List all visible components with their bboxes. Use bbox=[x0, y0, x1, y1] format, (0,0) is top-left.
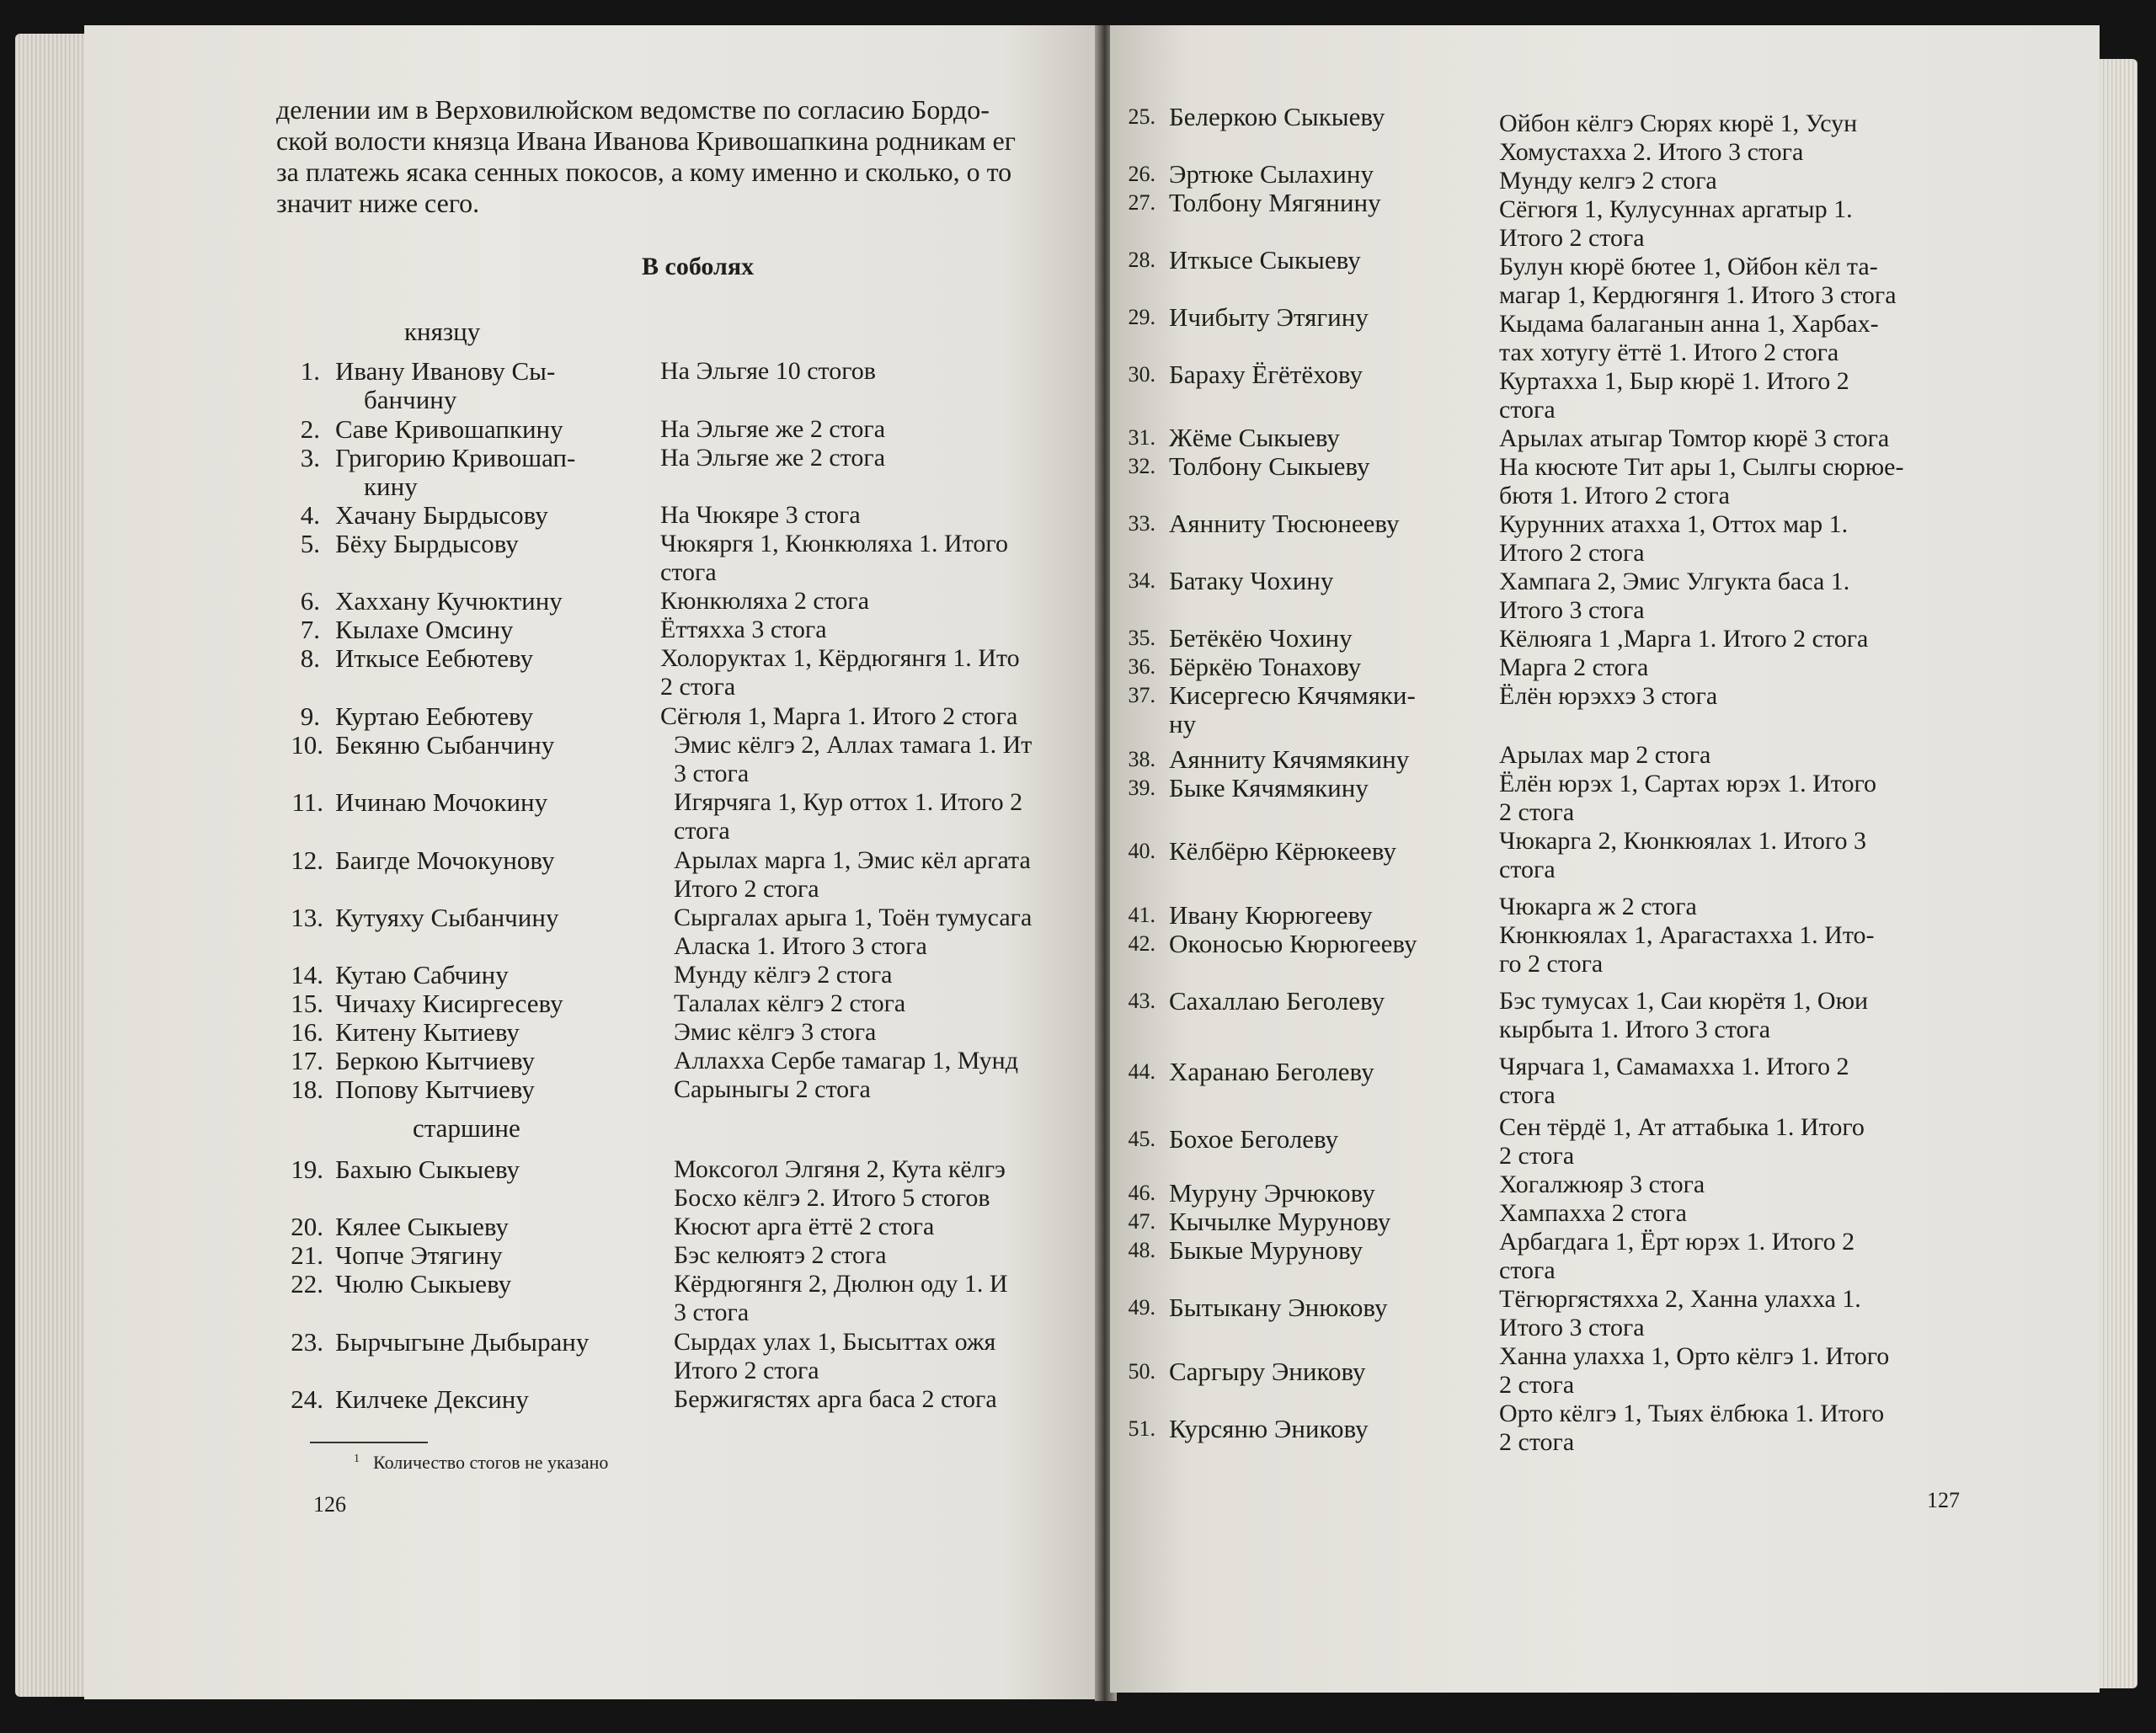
place-line: стога bbox=[1499, 1081, 1556, 1109]
section-heading: В соболях bbox=[642, 253, 755, 280]
person-name: Бохое Беголеву bbox=[1169, 1124, 1339, 1154]
person-name: Хачану Бырдысову bbox=[335, 500, 548, 530]
person-name: Попову Кытчиеву bbox=[335, 1074, 535, 1104]
entry-number: 2. bbox=[300, 414, 320, 444]
place-line: Кыдама балаганын анна 1, Харбах- bbox=[1499, 310, 1879, 338]
place-text: Чюкяргя 1, Кюнкюляха 1. Итого bbox=[660, 530, 1008, 557]
place-text-cont: Итого 2 стога bbox=[674, 875, 819, 903]
place-text: Бэс келюятэ 2 стога bbox=[674, 1241, 887, 1269]
entry-number: 45. bbox=[1128, 1127, 1155, 1151]
person-name: Муруну Эрчюкову bbox=[1169, 1178, 1375, 1208]
place-text: На Эльгяе же 2 стога bbox=[660, 444, 886, 472]
person-name: Чичаху Кисиргесеву bbox=[335, 989, 563, 1018]
person-name: Кисергесю Кячямяки- bbox=[1169, 680, 1416, 710]
place-line: 2 стога bbox=[1499, 1142, 1575, 1170]
place-text: Сёгюля 1, Марга 1. Итого 2 стога bbox=[660, 702, 1018, 730]
place-line: Тёгюргястяхха 2, Ханна улахха 1. bbox=[1499, 1285, 1861, 1313]
place-text: Игярчяга 1, Кур оттох 1. Итого 2 bbox=[674, 788, 1023, 816]
place-line: Хампага 2, Эмис Улгукта баса 1. bbox=[1499, 568, 1850, 595]
place-line: Кюнкюялах 1, Арагастахха 1. Ито- bbox=[1499, 921, 1875, 949]
person-name: Бетёкёю Чохину bbox=[1169, 623, 1353, 653]
place-text: На Чюкяре 3 стога bbox=[660, 501, 861, 529]
place-line: стога bbox=[1499, 1256, 1556, 1284]
place-line: Сёгюгя 1, Кулусуннах аргатыр 1. bbox=[1499, 195, 1853, 223]
person-name: Кёлбёрю Кёрюкееву bbox=[1169, 836, 1396, 866]
person-name: Бырчыгыне Дыбырану bbox=[335, 1327, 590, 1357]
place-text: Моксогол Элгяня 2, Кута кёлгэ bbox=[674, 1155, 1006, 1183]
entry-number: 37. bbox=[1128, 683, 1155, 707]
place-text-cont: 3 стога bbox=[674, 760, 750, 787]
place-line: Ханна улахха 1, Орто кёлгэ 1. Итого bbox=[1499, 1342, 1890, 1370]
person-name: Толбону Сыкыеву bbox=[1169, 451, 1370, 481]
entry-number: 31. bbox=[1128, 425, 1155, 450]
place-text: Холоруктах 1, Кёрдюгянгя 1. Ито bbox=[660, 644, 1020, 672]
entry-number: 6. bbox=[300, 586, 320, 616]
place-line: Ойбон кёлгэ Сюрях кюрё 1, Усун bbox=[1499, 109, 1858, 137]
person-name: Кычылке Мурунову bbox=[1169, 1207, 1391, 1236]
place-line: Итого 2 стога bbox=[1499, 539, 1645, 567]
entry-number: 18. bbox=[291, 1074, 323, 1104]
person-name: Бытыкану Энюкову bbox=[1169, 1293, 1388, 1322]
person-name: Курсяню Эникову bbox=[1169, 1414, 1369, 1443]
entry-number: 22. bbox=[291, 1269, 323, 1298]
person-name: Быке Кячямякину bbox=[1169, 773, 1369, 803]
intro-line: ской волости князца Ивана Иванова Кривошапкина родникам ег bbox=[276, 125, 1016, 156]
place-text: Ёттяхха 3 стога bbox=[660, 616, 827, 643]
footnote-mark: 1 bbox=[354, 1452, 360, 1465]
person-name: Аянниту Кячямякину bbox=[1169, 744, 1410, 774]
place-line: Хампахха 2 стога bbox=[1499, 1199, 1687, 1227]
person-name: Иткысе Еебютеву bbox=[335, 643, 534, 673]
entry-number: 33. bbox=[1128, 511, 1155, 536]
intro-line: за платежь ясака сенных покосов, а кому именно и сколько, о то bbox=[276, 157, 1012, 187]
person-name: Эртюке Сылахину bbox=[1169, 159, 1374, 189]
subheading-knyazets: князцу bbox=[404, 317, 481, 346]
person-name: Чопче Этягину bbox=[335, 1240, 503, 1270]
place-line: Сен тёрдё 1, Ат аттабыка 1. Итого bbox=[1499, 1113, 1865, 1141]
person-name-cont: ну bbox=[1169, 709, 1197, 739]
person-name: Толбону Мягянину bbox=[1169, 188, 1381, 217]
person-name: Саргыру Эникову bbox=[1169, 1357, 1366, 1386]
place-text: На Эльгяе же 2 стога bbox=[660, 415, 886, 443]
person-name: Белеркою Сыкыеву bbox=[1169, 102, 1385, 131]
place-line: Ёлён юрэх 1, Сартах юрэх 1. Итого bbox=[1499, 770, 1877, 797]
entry-number: 51. bbox=[1128, 1416, 1155, 1441]
entry-number: 38. bbox=[1128, 747, 1155, 771]
intro-line: значит ниже сего. bbox=[276, 188, 480, 218]
footnote bbox=[354, 1452, 608, 1474]
entry-number: 10. bbox=[291, 730, 323, 760]
entry-number: 46. bbox=[1128, 1181, 1155, 1205]
entry-number: 8. bbox=[300, 643, 320, 673]
person-name: Харанаю Беголеву bbox=[1169, 1057, 1374, 1086]
person-name-cont: банчину bbox=[364, 385, 457, 414]
person-name: Григорию Кривошап- bbox=[335, 443, 576, 472]
entry-number: 47. bbox=[1128, 1209, 1155, 1234]
entry-number: 9. bbox=[300, 701, 320, 731]
entry-number: 27. bbox=[1128, 190, 1155, 215]
place-line: Арылах мар 2 стога bbox=[1499, 741, 1711, 769]
person-name: Килчеке Дексину bbox=[335, 1384, 529, 1414]
place-line: Бэс тумусах 1, Саи кюрётя 1, Оюи bbox=[1499, 987, 1869, 1015]
person-name: Ивану Иванову Сы- bbox=[335, 356, 556, 386]
place-line: Булун кюрё бютее 1, Ойбон кёл та- bbox=[1499, 253, 1878, 280]
place-text-cont: Босхо кёлгэ 2. Итого 5 стогов bbox=[674, 1184, 990, 1212]
place-text: Аллахха Сербе тамагар 1, Мунд bbox=[674, 1047, 1018, 1074]
entry-number: 28. bbox=[1128, 248, 1155, 272]
entry-number: 30. bbox=[1128, 362, 1155, 387]
place-line: Куртахха 1, Быр кюрё 1. Итого 2 bbox=[1499, 367, 1849, 395]
place-line: Итого 3 стога bbox=[1499, 596, 1645, 624]
person-name: Батаку Чохину bbox=[1169, 566, 1334, 595]
person-name: Оконосью Кюрюгееву bbox=[1169, 929, 1417, 958]
entry-number: 3. bbox=[300, 443, 320, 472]
entry-number: 39. bbox=[1128, 776, 1155, 800]
place-line: Хомустахха 2. Итого 3 стога bbox=[1499, 138, 1804, 166]
person-name: Сахаллаю Беголеву bbox=[1169, 986, 1385, 1016]
entry-number: 36. bbox=[1128, 654, 1155, 679]
place-text: Кюнкюляха 2 стога bbox=[660, 587, 870, 615]
place-line: стога bbox=[1499, 396, 1556, 424]
entry-number: 15. bbox=[291, 989, 323, 1018]
entry-number: 11. bbox=[291, 787, 323, 817]
place-text: Сыргалах арыга 1, Тоён тумусага bbox=[674, 904, 1033, 931]
person-name-cont: кину bbox=[364, 472, 418, 501]
footnote-text: Количество стогов не указано bbox=[373, 1452, 609, 1473]
place-text-cont: стога bbox=[660, 558, 717, 586]
entry-number: 24. bbox=[291, 1384, 323, 1414]
place-line: стога bbox=[1499, 856, 1556, 883]
place-line: Арылах атыгар Томтор кюрё 3 стога bbox=[1499, 424, 1890, 452]
place-line: Марга 2 стога bbox=[1499, 653, 1649, 681]
entry-number: 44. bbox=[1128, 1059, 1155, 1084]
place-line: Ёлён юрэххэ 3 стога bbox=[1499, 682, 1718, 710]
place-text: Эмис кёлгэ 2, Аллах тамага 1. Ит bbox=[674, 731, 1033, 759]
person-name: Быкые Мурунову bbox=[1169, 1235, 1364, 1265]
person-name: Чюлю Сыкыеву bbox=[335, 1269, 512, 1298]
entry-number: 12. bbox=[291, 845, 323, 875]
entry-number: 19. bbox=[291, 1154, 323, 1184]
entry-number: 21. bbox=[291, 1240, 323, 1270]
entry-number: 34. bbox=[1128, 568, 1155, 593]
page-number-right: 127 bbox=[1927, 1488, 1960, 1512]
person-name: Баигде Мочокунову bbox=[335, 845, 555, 875]
entry-number: 26. bbox=[1128, 162, 1155, 186]
place-line: Арбагдага 1, Ёрт юрэх 1. Итого 2 bbox=[1499, 1228, 1855, 1256]
entry-number: 1. bbox=[300, 356, 320, 386]
place-text-cont: стога bbox=[674, 817, 730, 845]
place-line: Чярчага 1, Самамахха 1. Итого 2 bbox=[1499, 1053, 1849, 1080]
place-text: Талалах кёлгэ 2 стога bbox=[674, 989, 906, 1017]
place-line: бютя 1. Итого 2 стога bbox=[1499, 482, 1730, 509]
person-name: Иткысе Сыкыеву bbox=[1169, 245, 1361, 275]
place-text: На Эльгяе 10 стогов bbox=[660, 357, 876, 385]
place-text-cont: 2 стога bbox=[660, 673, 736, 701]
place-line: Кёлюяга 1 ,Марга 1. Итого 2 стога bbox=[1499, 625, 1869, 653]
place-text-cont: Итого 2 стога bbox=[674, 1357, 819, 1384]
place-text: Эмис кёлгэ 3 стога bbox=[674, 1018, 877, 1046]
person-name: Бёркёю Тонахову bbox=[1169, 652, 1362, 681]
person-name: Кутуяху Сыбанчину bbox=[335, 903, 559, 932]
entry-number: 25. bbox=[1128, 104, 1155, 129]
place-line: 2 стога bbox=[1499, 1428, 1575, 1456]
entry-number: 29. bbox=[1128, 305, 1155, 329]
place-text-cont: 3 стога bbox=[674, 1298, 750, 1326]
person-name: Беркою Кытчиеву bbox=[335, 1046, 536, 1075]
person-name: Бекяню Сыбанчину bbox=[335, 730, 555, 760]
place-line: На кюсюте Тит ары 1, Сылгы сюрюе- bbox=[1499, 453, 1904, 481]
person-name: Саве Кривошапкину bbox=[335, 414, 563, 444]
place-text: Бержигястях арга баса 2 стога bbox=[674, 1385, 997, 1413]
place-line: 2 стога bbox=[1499, 1371, 1575, 1399]
place-text: Кёрдюгянгя 2, Дюлюн оду 1. И bbox=[674, 1270, 1008, 1298]
entry-number: 7. bbox=[300, 615, 320, 644]
place-line: кырбыта 1. Итого 3 стога bbox=[1499, 1016, 1771, 1043]
person-name: Ичинаю Мочокину bbox=[335, 787, 548, 817]
place-line: Курунних атахха 1, Оттох мар 1. bbox=[1499, 510, 1849, 538]
place-text: Сарыныгы 2 стога bbox=[674, 1075, 871, 1103]
entry-number: 4. bbox=[300, 500, 320, 530]
intro-paragraph bbox=[276, 94, 1086, 219]
person-name: Кутаю Сабчину bbox=[335, 960, 509, 989]
place-text: Мунду кёлгэ 2 стога bbox=[674, 961, 893, 989]
entry-number: 50. bbox=[1128, 1359, 1155, 1384]
person-name: Хаххану Кучюктину bbox=[335, 586, 563, 616]
entry-number: 20. bbox=[291, 1212, 323, 1241]
footnote-rule bbox=[310, 1442, 428, 1443]
entry-number: 41. bbox=[1128, 903, 1155, 927]
entry-number: 48. bbox=[1128, 1238, 1155, 1262]
entry-number: 49. bbox=[1128, 1295, 1155, 1320]
place-line: магар 1, Кердюгянгя 1. Итого 3 стога bbox=[1499, 281, 1897, 309]
place-line: Итого 3 стога bbox=[1499, 1314, 1645, 1341]
place-text: Кюсют арга ёттё 2 стога bbox=[674, 1213, 935, 1240]
person-name: Ичибыту Этягину bbox=[1169, 302, 1369, 332]
person-name: Кылахе Омсину bbox=[335, 615, 514, 644]
place-line: Орто кёлгэ 1, Тыях ёлбюка 1. Итого bbox=[1499, 1400, 1885, 1427]
place-line: Хогалжюяр 3 стога bbox=[1499, 1170, 1705, 1198]
place-line: Чюкарга ж 2 стога bbox=[1499, 893, 1697, 920]
subheading-starshina: старшине bbox=[413, 1113, 520, 1143]
person-name: Кялее Сыкыеву bbox=[335, 1212, 509, 1241]
place-text-cont: Аласка 1. Итого 3 стога bbox=[674, 932, 927, 960]
place-text: Арылах марга 1, Эмис кёл аргата bbox=[674, 846, 1031, 874]
entry-number: 42. bbox=[1128, 931, 1155, 956]
page-number-left: 126 bbox=[313, 1492, 346, 1517]
place-line: 2 стога bbox=[1499, 798, 1575, 826]
person-name: Бараху Ёгётёхову bbox=[1169, 360, 1364, 389]
page-edges-left bbox=[15, 34, 93, 1697]
entry-number: 35. bbox=[1128, 626, 1155, 650]
entry-number: 17. bbox=[291, 1046, 323, 1075]
entry-number: 16. bbox=[291, 1017, 323, 1047]
person-name: Бёху Бырдысову bbox=[335, 529, 519, 558]
place-line: Чюкарга 2, Кюнкюялах 1. Итого 3 bbox=[1499, 827, 1866, 855]
entry-number: 40. bbox=[1128, 839, 1155, 863]
intro-line: делении им в Верховилюйском ведомстве по согласию Бордо- bbox=[276, 94, 990, 125]
entry-number: 32. bbox=[1128, 454, 1155, 478]
place-line: тах хотугу ёттё 1. Итого 2 стога bbox=[1499, 339, 1839, 366]
entry-number: 43. bbox=[1128, 989, 1155, 1013]
person-name: Бахыю Сыкыеву bbox=[335, 1154, 520, 1184]
person-name: Куртаю Еебютеву bbox=[335, 701, 534, 731]
person-name: Аянниту Тюсюнееву bbox=[1169, 509, 1400, 538]
entry-number: 5. bbox=[300, 529, 320, 558]
place-line: го 2 стога bbox=[1499, 950, 1604, 978]
entry-number: 14. bbox=[291, 960, 323, 989]
person-name: Жёме Сыкыеву bbox=[1169, 423, 1340, 452]
person-name: Ивану Кюрюгееву bbox=[1169, 900, 1373, 930]
place-line: Мунду келгэ 2 стога bbox=[1499, 167, 1717, 195]
entry-number: 13. bbox=[291, 903, 323, 932]
entry-number: 23. bbox=[291, 1327, 323, 1357]
place-text: Сырдах улах 1, Бысыттах ожя bbox=[674, 1328, 996, 1356]
person-name: Китену Кытиеву bbox=[335, 1017, 520, 1047]
place-line: Итого 2 стога bbox=[1499, 224, 1645, 252]
